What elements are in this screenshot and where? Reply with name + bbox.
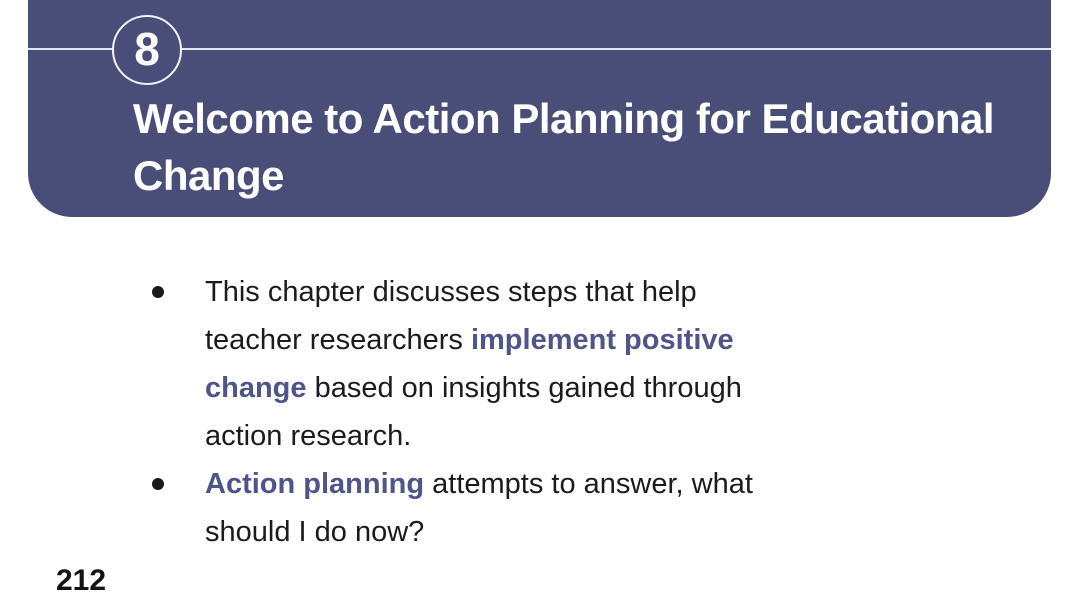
bullet1-line2-emphasis: implement positive bbox=[470, 324, 734, 356]
chapter-number-badge bbox=[112, 15, 182, 85]
bullet1-line4-text: action research. bbox=[205, 420, 412, 452]
bullet-marker bbox=[152, 286, 164, 298]
bullet1-line3-emphasis: change bbox=[205, 372, 307, 404]
bullet1-line2 bbox=[205, 316, 753, 364]
page-number: 212 bbox=[56, 564, 107, 597]
bullet1-line3 bbox=[205, 364, 753, 412]
bullet1-line2-regular: teacher researchers bbox=[205, 324, 471, 356]
chapter-number: 8 bbox=[134, 23, 160, 75]
slide-title-line-2: Change bbox=[133, 152, 285, 199]
bullet2-line1 bbox=[205, 460, 753, 508]
bullet1-line4 bbox=[205, 412, 753, 460]
bullet2-line2 bbox=[205, 508, 753, 556]
bullet2-line1-regular: attempts to answer, what bbox=[424, 468, 753, 500]
slide-title-line-1: Welcome to Action Planning for Educational bbox=[133, 95, 995, 142]
bullet-marker bbox=[152, 478, 164, 490]
bullet1-line3-regular: based on insights gained through bbox=[306, 372, 742, 404]
slide-body-text bbox=[205, 268, 753, 556]
bullet1-line1-text: This chapter discusses steps that help bbox=[205, 276, 697, 308]
bullet2-line1-emphasis: Action planning bbox=[205, 468, 425, 500]
bullet1-line1 bbox=[205, 268, 753, 316]
slide-title bbox=[133, 90, 994, 204]
bullet2-line2-text: should I do now? bbox=[205, 516, 425, 548]
